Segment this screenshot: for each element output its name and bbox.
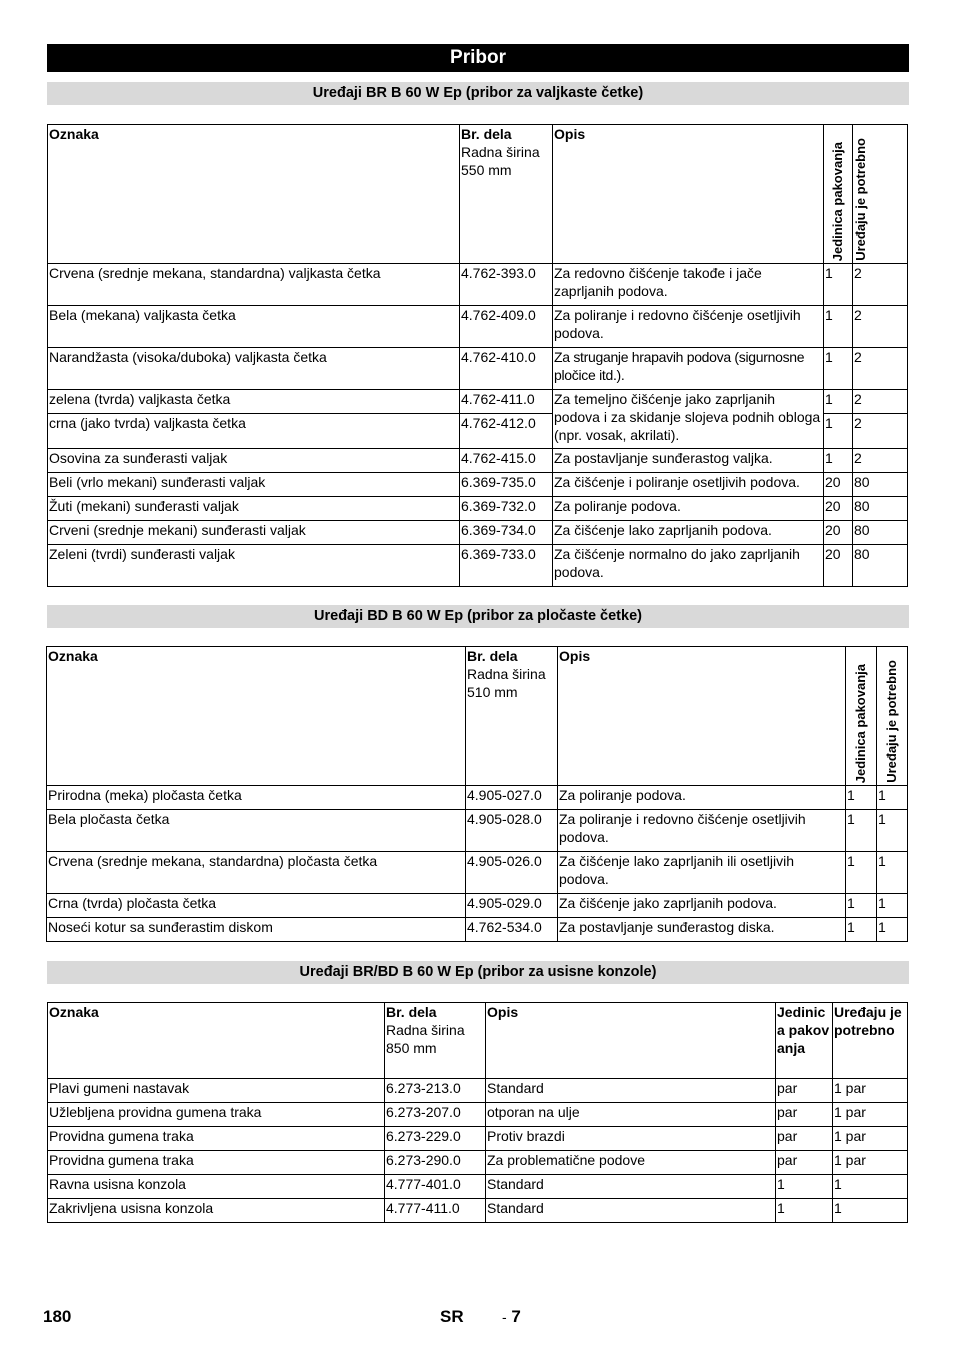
table-cell: 1 par — [833, 1151, 908, 1175]
table-cell: Providna gumena traka — [48, 1151, 385, 1175]
table-cell: 2 — [853, 348, 908, 390]
table-cell: Standard — [486, 1079, 776, 1103]
table-row — [48, 1103, 908, 1127]
table-cell: 1 par — [833, 1079, 908, 1103]
table-row — [48, 497, 908, 521]
table-cell: 1 par — [833, 1103, 908, 1127]
table-cell: 80 — [853, 521, 908, 545]
col-oznaka: Oznaka — [48, 125, 460, 264]
table-cell: Prirodna (meka) pločasta četka — [47, 786, 466, 810]
table-cell: par — [776, 1151, 833, 1175]
table-cell: 1 — [824, 306, 853, 348]
table-row — [48, 390, 908, 414]
table-cell: Providna gumena traka — [48, 1127, 385, 1151]
table-cell: 1 — [846, 894, 877, 918]
table-cell: 1 — [776, 1175, 833, 1199]
table-cell: Za temeljno čišćenje jako zaprljanih podova i za skidanje slojeva podnih obloga (npr. vosak, akrilati). — [553, 390, 824, 449]
table-cell: Za čišćenje normalno do jako zaprljanih podova. — [553, 545, 824, 587]
table-cell: 6.273-229.0 — [385, 1127, 486, 1151]
col-opis: Opis — [558, 647, 846, 786]
table-cell: 1 — [824, 414, 853, 449]
table-cell: 4.905-027.0 — [466, 786, 558, 810]
table-cell: 1 — [824, 449, 853, 473]
table-cell: 1 — [846, 852, 877, 894]
table-cell: 4.762-415.0 — [460, 449, 553, 473]
table-cell: Za poliranje i redovno čišćenje osetljivih podova. — [558, 810, 846, 852]
table-row — [47, 918, 908, 942]
section-page-number — [502, 1307, 521, 1327]
table-cell: otporan na ulje — [486, 1103, 776, 1127]
table-cell: 1 — [877, 810, 908, 852]
table-cell: par — [776, 1079, 833, 1103]
language-code: SR — [440, 1307, 464, 1326]
table-cell: 4.762-393.0 — [460, 264, 553, 306]
table-row — [47, 894, 908, 918]
section-heading-bd: Uređaji BD B 60 W Ep (pribor za pločaste četke) — [47, 605, 909, 628]
table-cell: 80 — [853, 473, 908, 497]
col-br-dela: Br. dela Radna širina 850 mm — [385, 1003, 486, 1079]
table-cell: 1 — [877, 918, 908, 942]
table-row — [48, 264, 908, 306]
table-cell: 6.273-290.0 — [385, 1151, 486, 1175]
table-cell: Za redovno čišćenje takođe i jače zaprljanih podova. — [553, 264, 824, 306]
table-cell: Za čišćenje i poliranje osetljivih podova. — [553, 473, 824, 497]
table-cell: Crvena (srednje mekana, standardna) pločasta četka — [47, 852, 466, 894]
table-squeegee-accessories — [47, 1002, 908, 1223]
table-row — [47, 852, 908, 894]
col-oznaka: Oznaka — [48, 1003, 385, 1079]
table-cell: Protiv brazdi — [486, 1127, 776, 1151]
section-heading-br: Uređaji BR B 60 W Ep (pribor za valjkaste četke) — [47, 82, 909, 105]
col-opis: Opis — [486, 1003, 776, 1079]
table-cell: 4.762-411.0 — [460, 390, 553, 414]
table-bd-accessories — [46, 646, 908, 942]
table-cell: Bela (mekana) valjkasta četka — [48, 306, 460, 348]
table-cell: Ravna usisna konzola — [48, 1175, 385, 1199]
table-cell: 4.762-534.0 — [466, 918, 558, 942]
table-cell: Za čišćenje lako zaprljanih ili osetljivih podova. — [558, 852, 846, 894]
table-cell: 4.905-026.0 — [466, 852, 558, 894]
table-cell: Zeleni (tvrdi) sunđerasti valjak — [48, 545, 460, 587]
table-br-accessories — [47, 124, 908, 587]
table-cell: 1 — [824, 390, 853, 414]
table-header-row — [48, 125, 908, 264]
table-cell: 1 — [877, 786, 908, 810]
table-row — [48, 1175, 908, 1199]
table-cell: Narandžasta (visoka/duboka) valjkasta četka — [48, 348, 460, 390]
col-oznaka: Oznaka — [47, 647, 466, 786]
table-cell: 1 — [846, 810, 877, 852]
table-cell: Za struganje hrapavih podova (sigurnosne pločice itd.). — [553, 348, 824, 390]
col-br-dela: Br. dela Radna širina 550 mm — [460, 125, 553, 264]
table-cell: Za poliranje i redovno čišćenje osetljivih podova. — [553, 306, 824, 348]
table-cell: 2 — [853, 306, 908, 348]
table-cell: Standard — [486, 1199, 776, 1223]
table-row — [48, 521, 908, 545]
table-cell: 80 — [853, 545, 908, 587]
table-cell: 1 — [833, 1199, 908, 1223]
table-cell: 1 — [877, 894, 908, 918]
table-row — [48, 1127, 908, 1151]
table-cell: 1 — [824, 264, 853, 306]
table-cell: 4.762-410.0 — [460, 348, 553, 390]
table-cell: crna (jako tvrda) valjkasta četka — [48, 414, 460, 449]
table-cell: 6.369-735.0 — [460, 473, 553, 497]
table-cell: 6.369-734.0 — [460, 521, 553, 545]
page-number: 180 — [43, 1307, 72, 1326]
table-cell: zelena (tvrda) valjkasta četka — [48, 390, 460, 414]
table-cell: 1 par — [833, 1127, 908, 1151]
table-row — [48, 473, 908, 497]
table-cell: 6.273-213.0 — [385, 1079, 486, 1103]
table-row — [48, 348, 908, 390]
table-cell: 2 — [853, 264, 908, 306]
table-cell: Za čišćenje lako zaprljanih podova. — [553, 521, 824, 545]
table-cell: 1 — [824, 348, 853, 390]
table-cell: Za postavljanje sunđerastog valjka. — [553, 449, 824, 473]
table-cell: Za poliranje podova. — [558, 786, 846, 810]
section-heading-br-bd: Uređaji BR/BD B 60 W Ep (pribor za usisne konzole) — [47, 961, 909, 984]
table-row — [48, 449, 908, 473]
table-cell: 1 — [776, 1199, 833, 1223]
table-cell: Plavi gumeni nastavak — [48, 1079, 385, 1103]
table-cell: Užlebljena providna gumena traka — [48, 1103, 385, 1127]
table-cell: Osovina za sunđerasti valjak — [48, 449, 460, 473]
table-row — [48, 1079, 908, 1103]
table-row — [48, 1199, 908, 1223]
table-cell: 1 — [833, 1175, 908, 1199]
table-cell: 20 — [824, 497, 853, 521]
table-cell: Crveni (srednje mekani) sunđerasti valjak — [48, 521, 460, 545]
col-opis: Opis — [553, 125, 824, 264]
table-cell: Za postavljanje sunđerastog diska. — [558, 918, 846, 942]
table-row — [48, 545, 908, 587]
table-cell: 2 — [853, 449, 908, 473]
table-header-row — [48, 1003, 908, 1079]
table-cell: par — [776, 1103, 833, 1127]
table-cell: 20 — [824, 545, 853, 587]
col-jedinica: Jedinica pakovanja — [776, 1003, 833, 1079]
footer-dash: - — [502, 1309, 507, 1325]
table-cell: 6.369-733.0 — [460, 545, 553, 587]
col-jedinica: Jedinica pakovanja — [824, 125, 853, 264]
table-cell: 20 — [824, 473, 853, 497]
table-header-row — [47, 647, 908, 786]
table-cell: 1 — [846, 918, 877, 942]
table-cell: 4.777-401.0 — [385, 1175, 486, 1199]
table-cell: Crvena (srednje mekana, standardna) valjkasta četka — [48, 264, 460, 306]
table-cell: Za poliranje podova. — [553, 497, 824, 521]
table-cell: 4.905-028.0 — [466, 810, 558, 852]
col-br-dela: Br. dela Radna širina 510 mm — [466, 647, 558, 786]
table-cell: 6.273-207.0 — [385, 1103, 486, 1127]
col-potrebno: Uređaju je potrebno — [833, 1003, 908, 1079]
table-cell: Bela pločasta četka — [47, 810, 466, 852]
table-cell: 80 — [853, 497, 908, 521]
table-row — [48, 1151, 908, 1175]
table-cell: 4.762-409.0 — [460, 306, 553, 348]
table-row — [47, 810, 908, 852]
col-potrebno: Uređaju je potrebno — [877, 647, 908, 786]
col-potrebno: Uređaju je potrebno — [853, 125, 908, 264]
table-cell: 6.369-732.0 — [460, 497, 553, 521]
table-cell: Za čišćenje jako zaprljanih podova. — [558, 894, 846, 918]
table-cell: par — [776, 1127, 833, 1151]
table-cell: Crna (tvrda) pločasta četka — [47, 894, 466, 918]
table-cell: Zakrivljena usisna konzola — [48, 1199, 385, 1223]
table-cell: 1 — [877, 852, 908, 894]
table-cell: Noseći kotur sa sunđerastim diskom — [47, 918, 466, 942]
page-title: Pribor — [47, 44, 909, 72]
table-cell: Za problematične podove — [486, 1151, 776, 1175]
table-row — [48, 306, 908, 348]
table-cell: Žuti (mekani) sunđerasti valjak — [48, 497, 460, 521]
table-cell: Beli (vrlo mekani) sunđerasti valjak — [48, 473, 460, 497]
table-cell: 4.762-412.0 — [460, 414, 553, 449]
footer-num: 7 — [511, 1307, 521, 1326]
table-cell: Standard — [486, 1175, 776, 1199]
col-jedinica: Jedinica pakovanja — [846, 647, 877, 786]
table-cell: 4.777-411.0 — [385, 1199, 486, 1223]
table-cell: 2 — [853, 414, 908, 449]
table-row — [47, 786, 908, 810]
table-cell: 2 — [853, 390, 908, 414]
table-cell: 1 — [846, 786, 877, 810]
table-cell: 4.905-029.0 — [466, 894, 558, 918]
table-cell: 20 — [824, 521, 853, 545]
